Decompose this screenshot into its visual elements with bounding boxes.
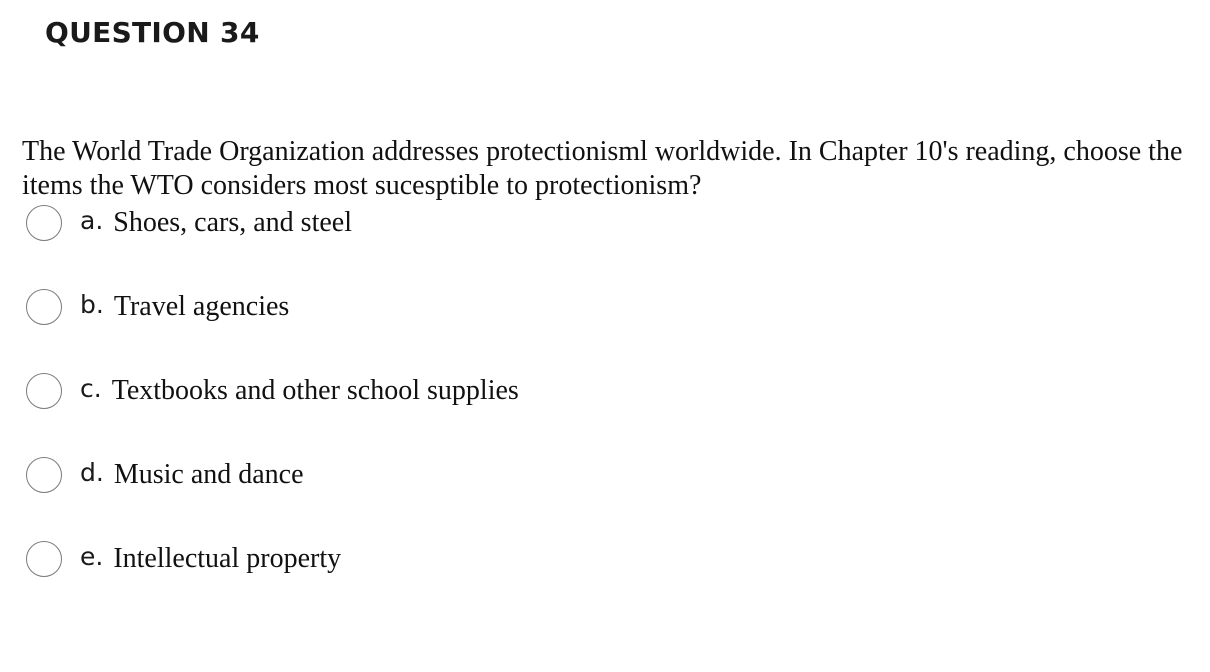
option-b[interactable]	[26, 287, 289, 327]
radio-button-b[interactable]	[26, 289, 62, 325]
option-label-c[interactable]: Textbooks and other school supplies	[111, 375, 519, 406]
radio-button-c[interactable]	[26, 373, 62, 409]
option-label-a[interactable]: Shoes, cars, and steel	[113, 207, 352, 238]
radio-button-d[interactable]	[26, 457, 62, 493]
option-label-d[interactable]: Music and dance	[113, 459, 304, 490]
option-label-e[interactable]: Intellectual property	[113, 543, 342, 574]
radio-button-a[interactable]	[26, 205, 62, 241]
option-letter-a: a.	[80, 205, 104, 235]
radio-button-e[interactable]	[26, 541, 62, 577]
option-letter-d: d.	[80, 457, 104, 487]
option-letter-c: c.	[80, 373, 102, 403]
option-d[interactable]	[26, 455, 304, 495]
option-label-b[interactable]: Travel agencies	[113, 291, 290, 322]
option-e[interactable]	[26, 539, 341, 579]
option-a[interactable]	[26, 203, 352, 243]
question-header: QUESTION 34	[45, 16, 260, 49]
option-c[interactable]	[26, 371, 519, 411]
option-letter-e: e.	[80, 541, 104, 571]
option-letter-b: b.	[80, 289, 104, 319]
question-text: The World Trade Organization addresses protectionisml worldwide. In Chapter 10's reading, choose the items the WTO considers most sucesptible to protectionism?	[22, 136, 1183, 201]
